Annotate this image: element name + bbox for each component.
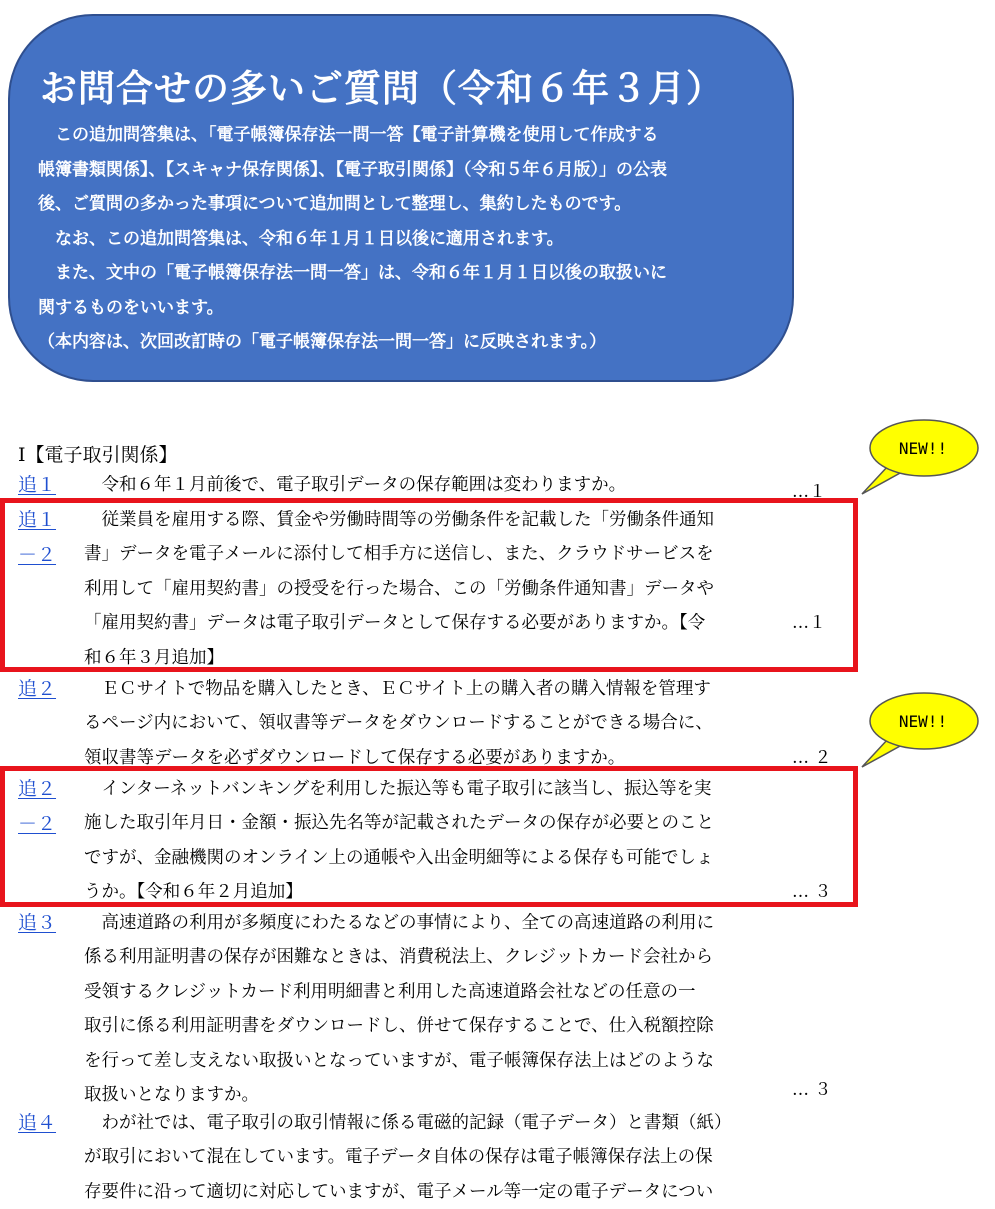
question-line: 施した取引年月日・金額・振込先名等が記載されたデータの保存が必要とのこと bbox=[84, 813, 714, 834]
header-line: この追加問答集は、「電子帳簿保存法一問一答【電子計算機を使用して作成する bbox=[38, 125, 659, 145]
question-line: 受領するクレジットカード利用明細書と利用した高速道路会社などの任意の一 bbox=[84, 981, 696, 1002]
question-text bbox=[84, 1106, 784, 1209]
question-line: 利用して「雇用契約書」の授受を行った場合、この「労働条件通知書」データや bbox=[84, 578, 714, 599]
section-heading: Ⅰ【電子取引関係】 bbox=[18, 444, 178, 466]
question-line: ですが、金融機関のオンライン上の通帳や入出金明細等による保存も可能でしょ bbox=[84, 847, 714, 868]
question-text bbox=[84, 906, 784, 1112]
question-line: 領収書等データを必ずダウンロードして保存する必要がありますか。 bbox=[84, 747, 626, 768]
question-line: うか。【令和６年２月追加】 bbox=[84, 882, 303, 903]
page-reference: … ２ bbox=[792, 748, 832, 768]
question-line: 書」データを電子メールに添付して相手方に送信し、また、クラウドサービスを bbox=[84, 544, 714, 565]
question-text bbox=[84, 503, 784, 675]
page-reference: …１ bbox=[792, 613, 826, 633]
question-number[interactable]: 追２ bbox=[18, 678, 57, 700]
question-line: を行って差し支えない取扱いとなっていますが、電子帳簿保存法上はどのような bbox=[84, 1050, 714, 1071]
question-number-suffix[interactable]: －２ bbox=[18, 813, 57, 835]
header-line: 関するものをいいます。 bbox=[38, 297, 224, 318]
question-line: わが社では、電子取引の取引情報に係る電磁的記録（電子データ）と書類（紙） bbox=[84, 1113, 732, 1133]
question-number-suffix[interactable]: －２ bbox=[18, 544, 57, 566]
question-link-1[interactable] bbox=[18, 470, 56, 497]
page-reference: … ３ bbox=[792, 1080, 832, 1100]
question-number[interactable]: 追１ bbox=[18, 474, 57, 496]
question-link-4[interactable] bbox=[18, 1108, 56, 1135]
header-line: また、文中の「電子帳簿保存法一問一答」は、令和６年１月１日以後の取扱いに bbox=[38, 263, 667, 283]
header-line: なお、この追加問答集は、令和６年１月１日以後に適用されます。 bbox=[38, 228, 564, 249]
page-title: お問合せの多いご質問（令和６年３月） bbox=[40, 67, 724, 110]
question-line: 取扱いとなりますか。 bbox=[84, 1085, 259, 1106]
question-line: るページ内において、領収書等データをダウンロードすることができる場合に、 bbox=[84, 713, 713, 734]
header-line: （本内容は、次回改訂時の「電子帳簿保存法一問一答」に反映されます。） bbox=[38, 332, 607, 352]
question-link-2-2[interactable] bbox=[18, 774, 56, 836]
new-badge-label: NEW!! bbox=[898, 711, 948, 731]
header-line: 帳簿書類関係】、【スキャナ保存関係】、【電子取引関係】（令和５年６月版）」の公表 bbox=[38, 159, 667, 180]
new-badge-label: NEW!! bbox=[898, 438, 948, 458]
new-badge bbox=[868, 693, 988, 753]
question-number[interactable]: 追１ bbox=[18, 509, 57, 531]
question-line: 従業員を雇用する際、賃金や労働時間等の労働条件を記載した「労働条件通知 bbox=[84, 510, 714, 530]
page-reference: …１ bbox=[792, 482, 826, 502]
question-link-2[interactable] bbox=[18, 674, 56, 701]
question-text bbox=[84, 672, 784, 775]
question-number[interactable]: 追２ bbox=[18, 778, 57, 800]
question-line: 「雇用契約書」データは電子取引データとして保存する必要がありますか。【令 bbox=[84, 613, 706, 634]
question-line: が取引において混在しています。電子データ自体の保存は電子帳簿保存法上の保 bbox=[84, 1147, 713, 1168]
question-text bbox=[84, 772, 784, 910]
question-line: インターネットバンキングを利用した振込等も電子取引に該当し、振込等を実 bbox=[84, 779, 712, 799]
question-line: ＥＣサイトで物品を購入したとき、ＥＣサイト上の購入者の購入情報を管理す bbox=[84, 679, 711, 699]
question-line: 存要件に沿って適切に対応していますが、電子メール等一定の電子データについ bbox=[84, 1181, 714, 1202]
question-link-1-2[interactable] bbox=[18, 505, 56, 567]
question-number[interactable]: 追４ bbox=[18, 1112, 57, 1134]
question-line: 和６年３月追加】 bbox=[84, 647, 224, 668]
question-line: 令和６年１月前後で、電子取引データの保存範囲は変わりますか。 bbox=[84, 475, 627, 495]
question-line: 高速道路の利用が多頻度にわたるなどの事情により、全ての高速道路の利用に bbox=[84, 913, 714, 933]
question-line: 取引に係る利用証明書をダウンロードし、併せて保存することで、仕入税額控除 bbox=[84, 1016, 714, 1037]
page-reference: … ３ bbox=[792, 882, 832, 902]
question-link-3[interactable] bbox=[18, 908, 56, 935]
question-number[interactable]: 追３ bbox=[18, 912, 57, 934]
header-line: 後、ご質問の多かった事項について追加問として整理し、集約したものです。 bbox=[38, 194, 632, 214]
new-badge bbox=[868, 420, 988, 480]
question-line: 係る利用証明書の保存が困難なときは、消費税法上、クレジットカード会社から bbox=[84, 947, 714, 968]
header-description bbox=[38, 118, 778, 360]
